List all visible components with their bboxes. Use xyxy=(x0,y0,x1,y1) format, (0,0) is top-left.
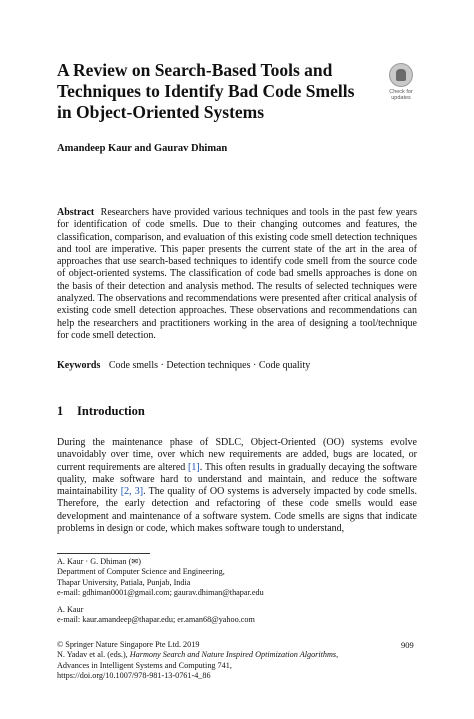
section-title: Introduction xyxy=(77,404,145,418)
keyword-separator: · xyxy=(158,360,167,371)
keyword-item: Code quality xyxy=(258,360,311,371)
editors-prefix: N. Yadav et al. (eds.), xyxy=(57,650,130,660)
keywords xyxy=(57,360,310,371)
keyword-item: Code smells xyxy=(108,360,159,371)
title-line: in Object-Oriented Systems xyxy=(57,102,265,122)
publisher-info xyxy=(57,640,417,682)
copyright-line: © Springer Nature Singapore Pte Ltd. 2019 xyxy=(57,640,200,649)
abstract-text: Researchers have provided various techniques and tools in the past few years for identification of code smells. Due to their changing outcomes and features, the classification, comparison, and evaluation of this existing code smell detection techniques and tool are imperative. This paper presents the current state of the art in the area of approaches that use search-based techniques to identify code smell from the source code of object-oriented systems. The classification of code bad smells approaches is done on the basis of their detection and analysis method. The results of selected techniques were analyzed. The observations and recommendations were presented after critical analysis of existing code smell detection approaches. These observations and recommendations can help the researchers and practitioners working in the area of designing a tool/technique for code smell detection. xyxy=(57,207,418,341)
affiliation-dept: Department of Computer Science and Engineering, xyxy=(57,567,225,577)
author-affiliation-1 xyxy=(57,557,417,599)
series-line: Advances in Intelligent Systems and Computing 741, xyxy=(57,660,232,670)
doi-link[interactable]: https://doi.org/10.1007/978-981-13-0761-4_86 xyxy=(57,671,211,681)
affiliation-email: e-mail: gdhiman0001@gmail.com; gaurav.dhiman@thapar.edu xyxy=(57,588,264,598)
author-affiliation-2 xyxy=(57,605,417,626)
intro-text: During the maintenance phase of SDLC, Object-Oriented (OO) systems evolve unavoidably over time, over which new requirements are added, bugs are located, or current requirements are altered xyxy=(57,437,417,473)
footnote-divider xyxy=(57,553,150,554)
check-for-updates-icon xyxy=(389,63,413,87)
check-for-updates-badge[interactable] xyxy=(385,63,417,99)
editors-line xyxy=(57,650,417,660)
citation-link[interactable]: [1] xyxy=(188,461,200,473)
editors-suffix: , xyxy=(336,650,339,660)
section-number: 1 xyxy=(57,404,64,418)
section-heading xyxy=(57,404,145,419)
affiliation-email: e-mail: kaur.amandeep@thapar.edu; er.aman68@yahoo.com xyxy=(57,615,255,625)
affiliation-univ: Thapar University, Patiala, Punjab, India xyxy=(57,577,191,587)
intro-text: . The quality of OO systems is adversely impacted by code smells. Therefore, the early detection and refactoring of these code smells would ease development and maintenance of a software system. Code smells are signs that indicate problems in design or code, which makes software tough to understand, xyxy=(57,486,417,535)
keyword-item: Detection techniques xyxy=(166,360,251,371)
badge-text xyxy=(385,89,417,101)
affiliation-names: A. Kaur · G. Dhiman (✉) xyxy=(57,557,141,566)
affiliation-names: A. Kaur xyxy=(57,605,84,614)
keywords-label: Keywords xyxy=(57,360,101,371)
book-title: Harmony Search and Nature Inspired Optimization Algorithms xyxy=(129,650,337,660)
keyword-separator: · xyxy=(250,360,259,371)
page-number: 909 xyxy=(401,640,414,650)
intro-text: . This often results in gradually decaying the software quality, make software hard to understand and maintain, and reduce the software maintainability xyxy=(57,461,417,498)
introduction-paragraph xyxy=(57,437,417,535)
author-list: Amandeep Kaur and Gaurav Dhiman xyxy=(57,143,228,154)
title-line: A Review on Search-Based Tools and xyxy=(57,60,333,80)
abstract-label: Abstract xyxy=(57,207,95,218)
citation-link[interactable]: [2, 3] xyxy=(120,486,144,498)
paper-title xyxy=(57,60,377,123)
badge-line: Check for xyxy=(389,89,413,95)
title-line: Techniques to Identify Bad Code Smells xyxy=(57,81,355,101)
badge-line: updates xyxy=(391,95,411,101)
abstract xyxy=(57,207,417,342)
